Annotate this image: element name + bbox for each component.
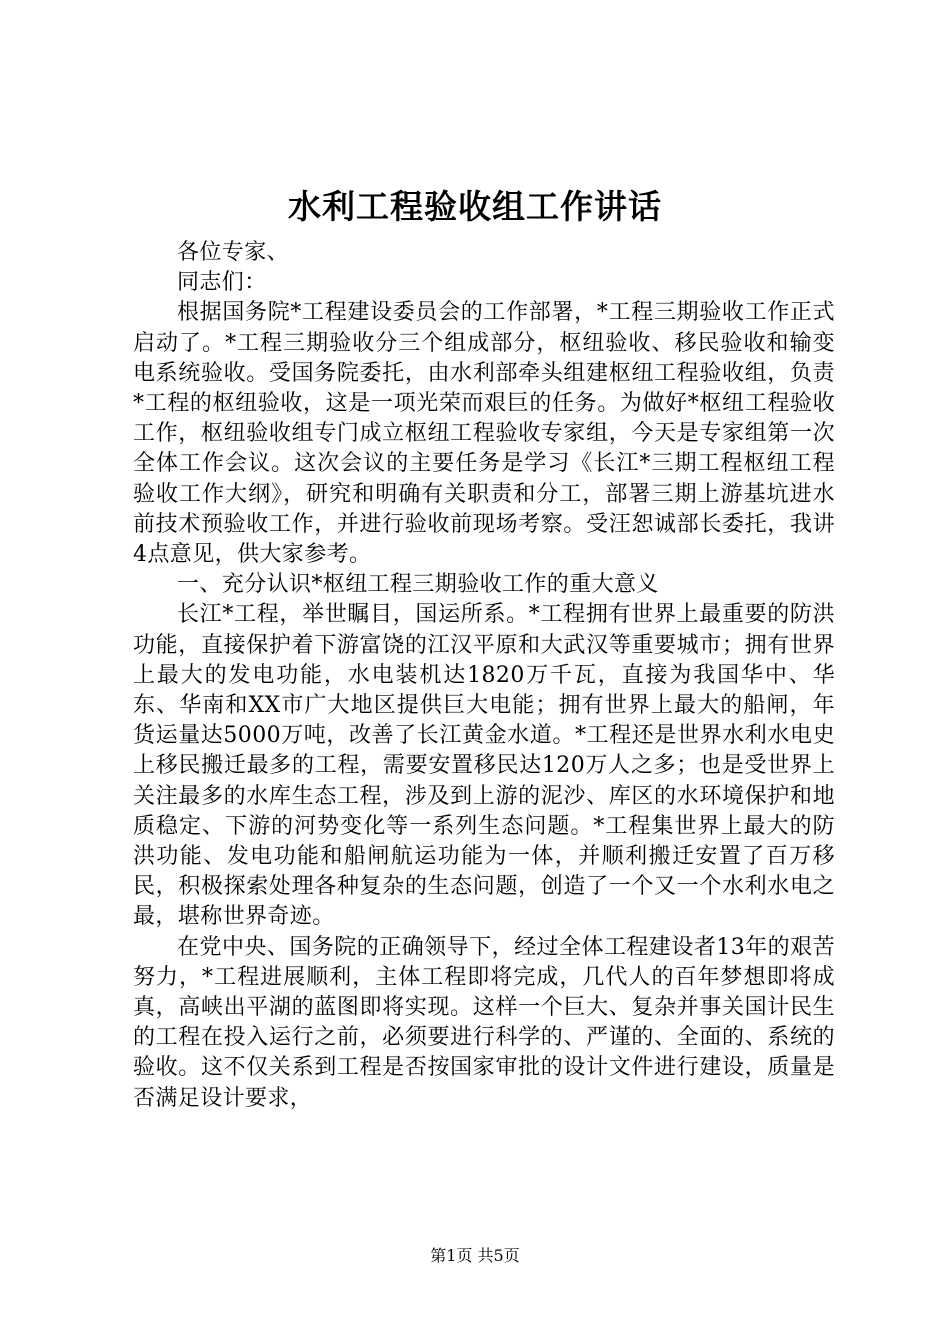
paragraph-intro: 根据国务院*工程建设委员会的工作部署，*工程三期验收工作正式启动了。*工程三期验收分三个组成部分，枢纽验收、移民验收和输变电系统验收。受国务院委托，由水利部牵头组建枢纽工程验收组，负责*工程的枢纽验收，这是一项光荣而艰巨的任务。为做好*枢纽工程验收工作，枢纽验收组专门成立枢纽工程验收专家组，今天是专家组第一次全体工作会议。这次会议的主要任务是学习《长江*三期工程枢纽工程验收工作大纲》，研究和明确有关职责和分工，部署三期上游基坑进水前技术预验收工作，并进行验收前现场考察。受汪恕诚部长委托，我讲4点意见，供大家参考。: [133, 300, 835, 568]
paragraph-acceptance: 在党中央、国务院的正确领导下，经过全体工程建设者13年的艰苦努力，*工程进展顺利，主体工程即将完成，几代人的百年梦想即将成真，高峡出平湖的蓝图即将实现。这样一个巨大、复杂并事关国计民生的工程在投入运行之前，必须要进行科学的、严谨的、全面的、系统的验收。这不仅关系到工程是否按国家审批的设计文件进行建设，质量是否满足设计要求，: [133, 934, 835, 1111]
page-footer: 第1页 共5页: [430, 1246, 520, 1265]
document-body: [133, 238, 835, 1114]
document-title: 水利工程验收组工作讲话: [288, 187, 662, 226]
salutation-comrades: 同志们：: [177, 270, 267, 296]
paragraph-significance: 长江*工程，举世瞩目，国运所系。*工程拥有世界上最重要的防洪功能，直接保护着下游富饶的江汉平原和大武汉等重要城市；拥有世界上最大的发电功能，水电装机达1820万千瓦，直接为我国华中、华东、华南和XX市广大地区提供巨大电能；拥有世界上最大的船闸，年货运量达5000万吨，改善了长江黄金水道。*工程还是世界水利水电史上移民搬迁最多的工程，需要安置移民达120万人之多；也是受世界上关注最多的水库生态工程，涉及到上游的泥沙、库区的水环境保护和地质稳定、下游的河势变化等一系列生态问题。*工程集世界上最大的防洪功能、发电功能和船闸航运功能为一体，并顺利搬迁安置了百万移民，积极探索处理各种复杂的生态问题，创造了一个又一个水利水电之最，堪称世界奇迹。: [133, 602, 835, 930]
section-heading-1: 一、充分认识*枢纽工程三期验收工作的重大意义: [177, 572, 659, 598]
salutation-experts: 各位专家、: [177, 240, 290, 265]
